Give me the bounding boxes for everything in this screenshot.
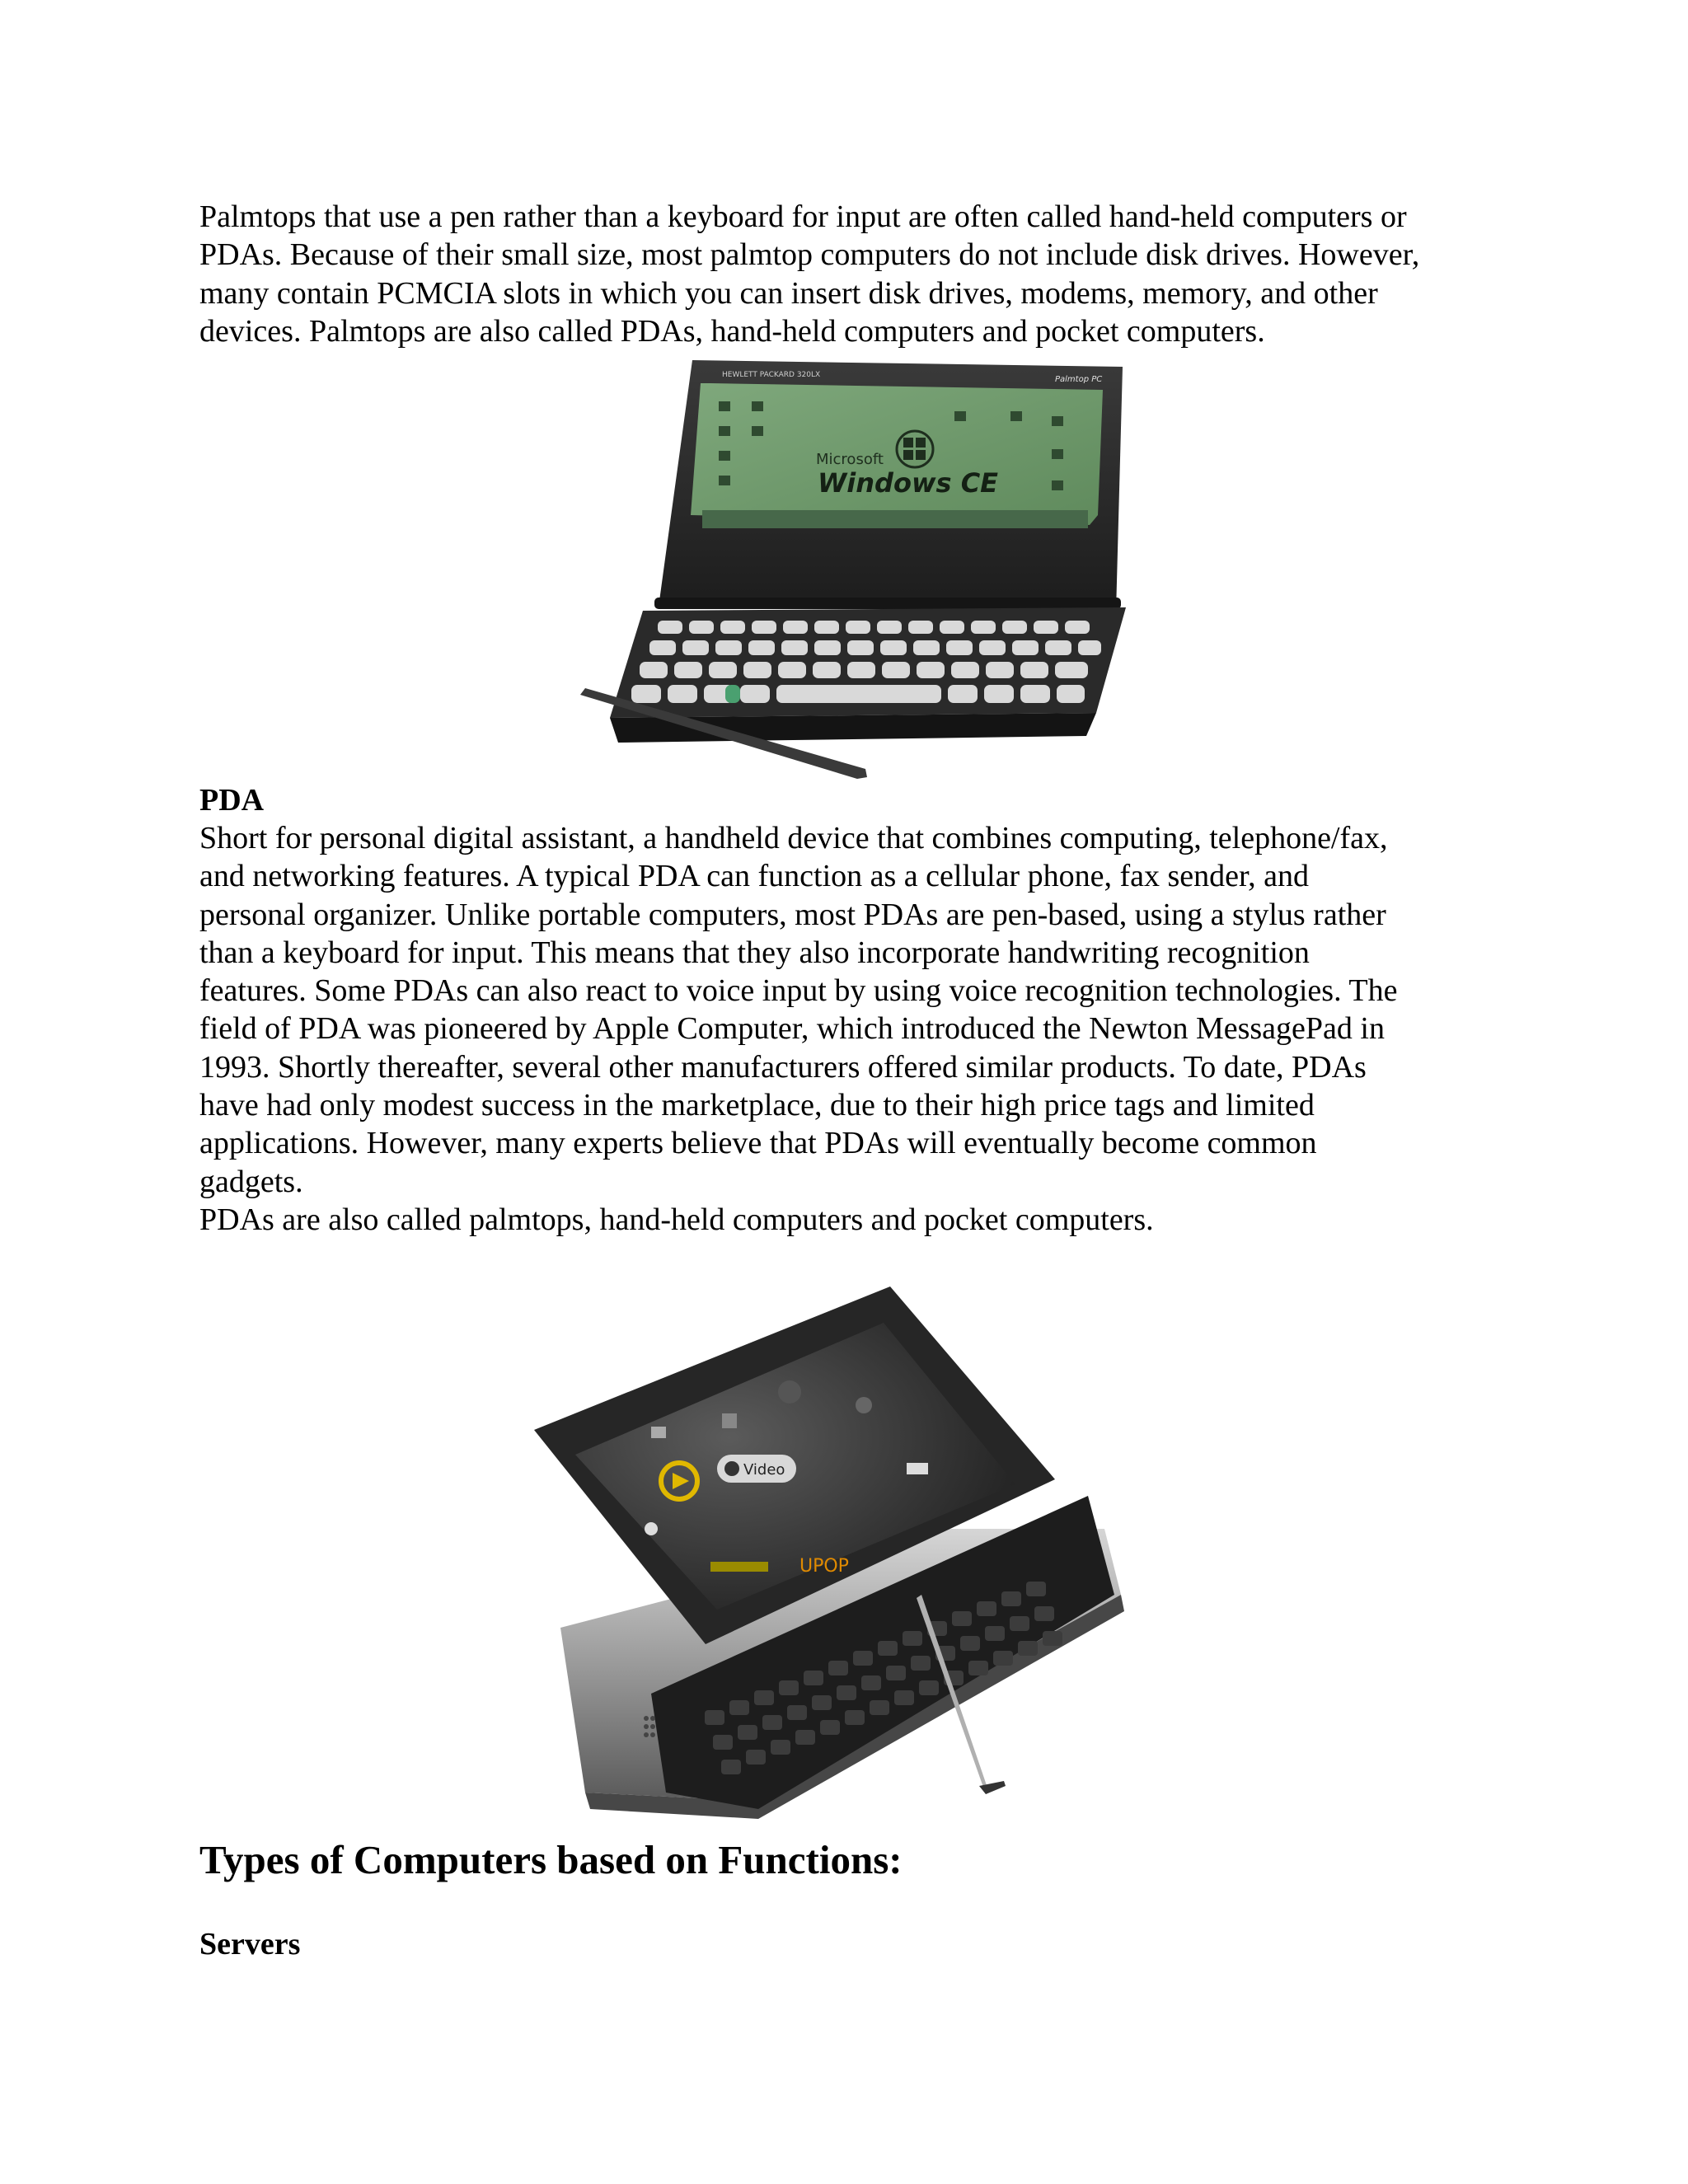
brand-label: HEWLETT PACKARD 320LX xyxy=(722,371,821,379)
microsoft-logo-text: Microsoft xyxy=(816,451,884,468)
intro-line: many contain PCMCIA slots in which you can insert disk drives, modems, memory, and other xyxy=(199,275,1378,311)
video-menu-label: Video xyxy=(743,1461,785,1479)
pda-line: than a keyboard for input. This means that they also incorporate handwriting recognition xyxy=(199,935,1310,970)
pda-line: gadgets. xyxy=(199,1164,303,1199)
upop-brand: UPOP xyxy=(799,1556,849,1577)
palmtop-pc-label: Palmtop PC xyxy=(1055,375,1103,384)
palmtop-photo xyxy=(569,350,1129,779)
pda-line: and networking features. A typical PDA can function as a cellular phone, fax sender, and xyxy=(199,859,1309,894)
pda-line: personal organizer. Unlike portable computers, most PDAs are pen-based, using a stylus rather xyxy=(199,897,1386,932)
pda-heading: PDA xyxy=(199,783,265,818)
pda-line: 1993. Shortly thereafter, several other manufacturers offered similar products. To date, PDAs xyxy=(199,1049,1367,1085)
pda-line: Short for personal digital assistant, a handheld device that combines computing, telephone/fax, xyxy=(199,821,1388,855)
windows-ce-logo-text: Windows CE xyxy=(818,467,999,499)
intro-line: devices. Palmtops are also called PDAs, hand-held computers and pocket computers. xyxy=(199,313,1265,349)
pda-device-photo xyxy=(528,1282,1170,1842)
intro-paragraph xyxy=(199,198,1502,350)
pda-paragraph xyxy=(199,819,1502,1239)
intro-line: Palmtops that use a pen rather than a keyboard for input are often called hand-held computers or xyxy=(199,199,1407,234)
intro-line: PDAs. Because of their small size, most palmtop computers do not include disk drives. However, xyxy=(199,237,1420,273)
pda-line: have had only modest success in the marketplace, due to their high price tags and limited xyxy=(199,1088,1315,1123)
pda-line: applications. However, many experts believe that PDAs will eventually become common xyxy=(199,1126,1317,1161)
servers-heading: Servers xyxy=(199,1927,301,1961)
types-of-computers-heading: Types of Computers based on Functions: xyxy=(199,1837,903,1882)
pda-line: features. Some PDAs can also react to voice input by using voice recognition technologies. The xyxy=(199,973,1398,1009)
pda-line: PDAs are also called palmtops, hand-held computers and pocket computers. xyxy=(199,1202,1154,1237)
pda-line: field of PDA was pioneered by Apple Computer, which introduced the Newton MessagePad in xyxy=(199,1011,1385,1047)
